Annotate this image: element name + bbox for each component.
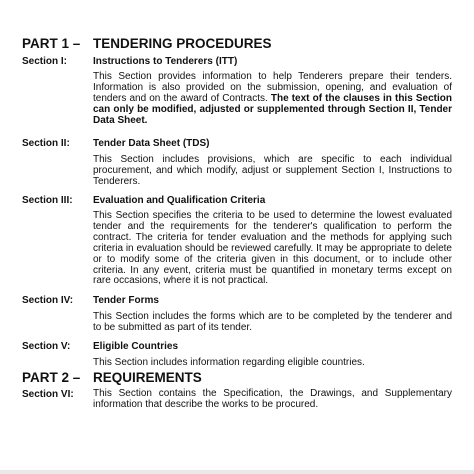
- section-2-label: Section II:: [22, 138, 70, 149]
- section-2-body: This Section includes provisions, which are specific to each individual procurement, and which modify, adjust or supplement Section I, Instructions to Tenderers.: [93, 154, 452, 187]
- part-1-title: [22, 36, 272, 51]
- section-5-body: This Section includes information regarding eligible countries.: [93, 357, 365, 368]
- section-6-body: This Section contains the Specification, the Drawings, and Supplementary information that describe the works to be procured.: [93, 388, 452, 410]
- section-4-label: Section IV:: [22, 295, 74, 306]
- section-1-body-text: This Section provides information to help Tenderers prepare their tenders. Information is also provided on the submission, opening, and evaluation of tenders and on the award of Contracts.: [93, 71, 452, 104]
- part-1-label: PART 1 –: [22, 36, 81, 51]
- section-2-heading: Tender Data Sheet (TDS): [93, 138, 210, 149]
- section-3-heading: Evaluation and Qualification Criteria: [93, 195, 266, 206]
- section-1-label: Section I:: [22, 56, 68, 67]
- section-1-heading: Instructions to Tenderers (ITT): [93, 56, 238, 67]
- page-bottom-edge: [0, 470, 474, 474]
- section-5-heading: Eligible Countries: [93, 341, 179, 352]
- section-1-body-bold: The text of the clauses in this Section can only be modified, adjusted or supplemented through Section II, Tender Data Sheet.: [93, 92, 452, 126]
- section-1-body: [93, 72, 452, 127]
- section-3-label: Section III:: [22, 195, 73, 206]
- part-2-title: [22, 370, 202, 385]
- part-2-heading: REQUIREMENTS: [93, 370, 202, 385]
- section-4-body: This Section includes the forms which are to be completed by the tenderer and to be submitted as part of its tender.: [93, 311, 452, 333]
- part-1-heading: TENDERING PROCEDURES: [93, 36, 272, 51]
- section-6-label: Section VI:: [22, 389, 74, 400]
- part-2-label: PART 2 –: [22, 370, 81, 385]
- section-3-body: This Section specifies the criteria to be used to determine the lowest evaluated tender and the requirements for the tenderer's qualification to perform the contract. The criteria for tender evaluation and the methods for applying such criteria in evaluation should be reviewed carefully. It may be appropriate to delete or to modify some of the criteria given in this document, or to include other criteria. In any event, criteria must be quantified in monetary terms except on rare occasions, where it is not practical.: [93, 210, 452, 287]
- section-5-label: Section V:: [22, 341, 71, 352]
- section-4-heading: Tender Forms: [93, 295, 159, 306]
